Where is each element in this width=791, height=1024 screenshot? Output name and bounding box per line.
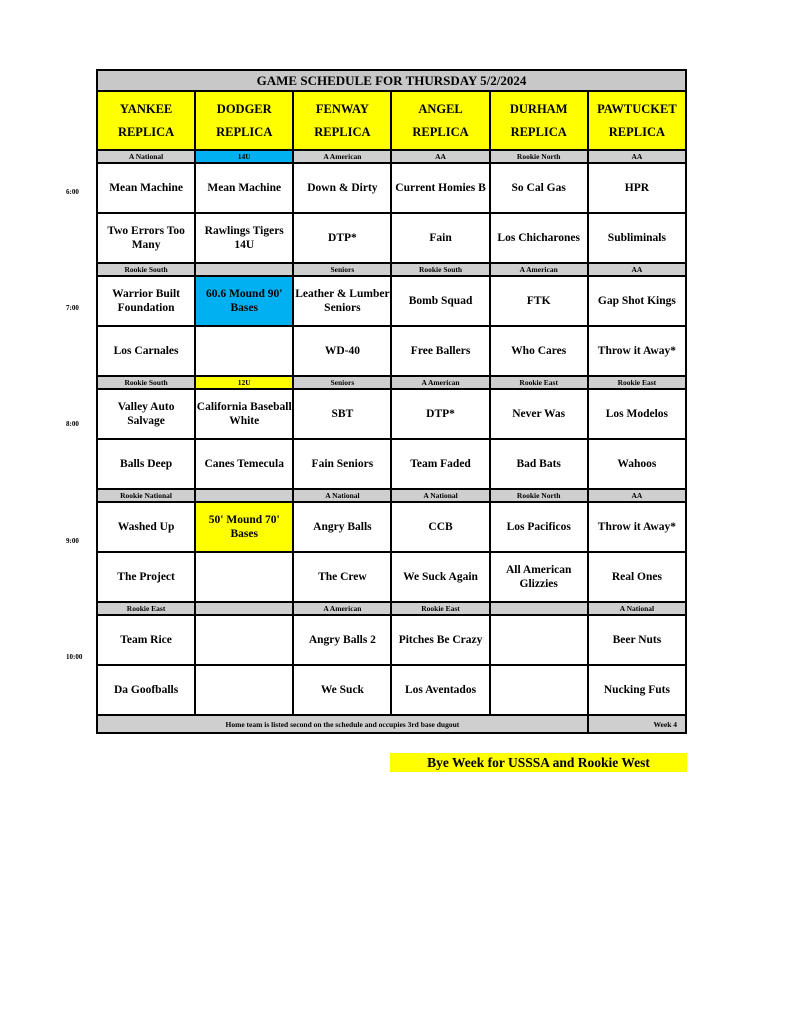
team-cell [195, 665, 293, 715]
team-cell: Two Errors Too Many [97, 213, 195, 263]
time-label: 9:00 [66, 537, 79, 545]
game-row-home [97, 552, 686, 602]
team-cell: Bomb Squad [391, 276, 489, 326]
team-cell: California Baseball White [195, 389, 293, 439]
division-label: 12U [195, 376, 293, 389]
field-header-fenway [293, 91, 391, 150]
team-cell: Team Rice [97, 615, 195, 665]
field-name: FENWAY [315, 101, 369, 116]
team-cell: The Project [97, 552, 195, 602]
game-row-away [97, 502, 686, 552]
field-header-row [97, 91, 686, 150]
team-cell: Canes Temecula [195, 439, 293, 489]
team-cell: Gap Shot Kings [588, 276, 686, 326]
team-cell: SBT [293, 389, 391, 439]
field-name: DODGER [216, 101, 272, 116]
game-row-away [97, 389, 686, 439]
team-cell: CCB [391, 502, 489, 552]
division-label: Rookie South [391, 263, 489, 276]
time-label: 10:00 [66, 653, 83, 661]
team-cell: Los Chicharones [490, 213, 588, 263]
week-label: Week 4 [588, 715, 686, 733]
team-cell: So Cal Gas [490, 163, 588, 213]
game-row-away [97, 163, 686, 213]
team-cell: Angry Balls 2 [293, 615, 391, 665]
time-label: 6:00 [66, 188, 79, 196]
team-cell: Throw it Away* [588, 326, 686, 376]
bye-week-banner: Bye Week for USSSA and Rookie West [390, 753, 687, 772]
field-header-dodger [195, 91, 293, 150]
team-cell: Subliminals [588, 213, 686, 263]
schedule-table [96, 69, 687, 734]
division-label [195, 602, 293, 615]
team-cell: Fain [391, 213, 489, 263]
division-label [195, 263, 293, 276]
team-cell: Washed Up [97, 502, 195, 552]
team-cell: Bad Bats [490, 439, 588, 489]
division-label [490, 602, 588, 615]
division-label: A American [293, 150, 391, 163]
division-row [97, 602, 686, 615]
team-cell: Fain Seniors [293, 439, 391, 489]
division-label: Rookie National [97, 489, 195, 502]
team-cell: 60.6 Mound 90' Bases [195, 276, 293, 326]
team-cell [490, 665, 588, 715]
division-row [97, 489, 686, 502]
division-label: Rookie East [97, 602, 195, 615]
team-cell: Wahoos [588, 439, 686, 489]
team-cell: Down & Dirty [293, 163, 391, 213]
team-cell: We Suck Again [391, 552, 489, 602]
field-name: ANGEL [418, 101, 463, 116]
team-cell: Los Aventados [391, 665, 489, 715]
team-cell: Warrior Built Foundation [97, 276, 195, 326]
home-team-note: Home team is listed second on the schedule and occupies 3rd base dugout [97, 715, 588, 733]
team-cell: Mean Machine [97, 163, 195, 213]
division-label [195, 489, 293, 502]
team-cell: Nucking Futs [588, 665, 686, 715]
team-cell: Angry Balls [293, 502, 391, 552]
division-label: Rookie North [490, 489, 588, 502]
game-row-home [97, 213, 686, 263]
team-cell [195, 615, 293, 665]
division-label: AA [588, 150, 686, 163]
team-cell: Never Was [490, 389, 588, 439]
division-label: Rookie South [97, 376, 195, 389]
team-cell [490, 615, 588, 665]
division-label: AA [588, 489, 686, 502]
game-row-away [97, 615, 686, 665]
team-cell: Who Cares [490, 326, 588, 376]
team-cell: All American Glizzies [490, 552, 588, 602]
division-row [97, 150, 686, 163]
team-cell: Team Faded [391, 439, 489, 489]
team-cell: WD-40 [293, 326, 391, 376]
field-sub: REPLICA [608, 124, 666, 139]
division-label: A American [293, 602, 391, 615]
team-cell: DTP* [293, 213, 391, 263]
field-header-pawtucket [588, 91, 686, 150]
team-cell: Mean Machine [195, 163, 293, 213]
division-label: Rookie North [490, 150, 588, 163]
team-cell: Pitches Be Crazy [391, 615, 489, 665]
field-sub: REPLICA [216, 124, 273, 139]
division-label: Rookie South [97, 263, 195, 276]
field-sub: REPLICA [412, 124, 469, 139]
division-label: Rookie East [391, 602, 489, 615]
time-label: 8:00 [66, 420, 79, 428]
field-name: DURHAM [509, 101, 568, 116]
division-label: A American [391, 376, 489, 389]
schedule-title: GAME SCHEDULE FOR THURSDAY 5/2/2024 [97, 70, 686, 91]
team-cell: Throw it Away* [588, 502, 686, 552]
game-row-home [97, 439, 686, 489]
team-cell: The Crew [293, 552, 391, 602]
title-row [97, 70, 686, 91]
field-header-yankee [97, 91, 195, 150]
division-label: Seniors [293, 263, 391, 276]
team-cell [195, 326, 293, 376]
game-row-home [97, 326, 686, 376]
team-cell: Current Homies B [391, 163, 489, 213]
team-cell: 50' Mound 70' Bases [195, 502, 293, 552]
team-cell: Rawlings Tigers 14U [195, 213, 293, 263]
team-cell: HPR [588, 163, 686, 213]
division-label: A National [588, 602, 686, 615]
division-label: AA [391, 150, 489, 163]
division-label: A National [293, 489, 391, 502]
division-label: Seniors [293, 376, 391, 389]
time-label: 7:00 [66, 304, 79, 312]
field-name: PAWTUCKET [597, 101, 677, 116]
division-label: AA [588, 263, 686, 276]
team-cell: Los Carnales [97, 326, 195, 376]
team-cell: Leather & Lumber Seniors [293, 276, 391, 326]
division-row [97, 263, 686, 276]
division-label: 14U [195, 150, 293, 163]
field-sub: REPLICA [314, 124, 371, 139]
division-label: A National [391, 489, 489, 502]
division-row [97, 376, 686, 389]
team-cell: Valley Auto Salvage [97, 389, 195, 439]
field-header-durham [490, 91, 588, 150]
team-cell: FTK [490, 276, 588, 326]
field-sub: REPLICA [117, 124, 175, 139]
team-cell: Da Goofballs [97, 665, 195, 715]
team-cell [195, 552, 293, 602]
team-cell: Balls Deep [97, 439, 195, 489]
team-cell: We Suck [293, 665, 391, 715]
team-cell: Beer Nuts [588, 615, 686, 665]
team-cell: Free Ballers [391, 326, 489, 376]
team-cell: Los Pacificos [490, 502, 588, 552]
field-header-angel [391, 91, 489, 150]
game-row-away [97, 276, 686, 326]
division-label: Rookie East [490, 376, 588, 389]
team-cell: DTP* [391, 389, 489, 439]
field-sub: REPLICA [510, 124, 567, 139]
footer-row [97, 715, 686, 733]
division-label: A National [97, 150, 195, 163]
team-cell: Real Ones [588, 552, 686, 602]
team-cell: Los Modelos [588, 389, 686, 439]
schedule-sheet [96, 69, 687, 734]
game-row-home [97, 665, 686, 715]
field-name: YANKEE [119, 101, 173, 116]
division-label: A American [490, 263, 588, 276]
division-label: Rookie East [588, 376, 686, 389]
